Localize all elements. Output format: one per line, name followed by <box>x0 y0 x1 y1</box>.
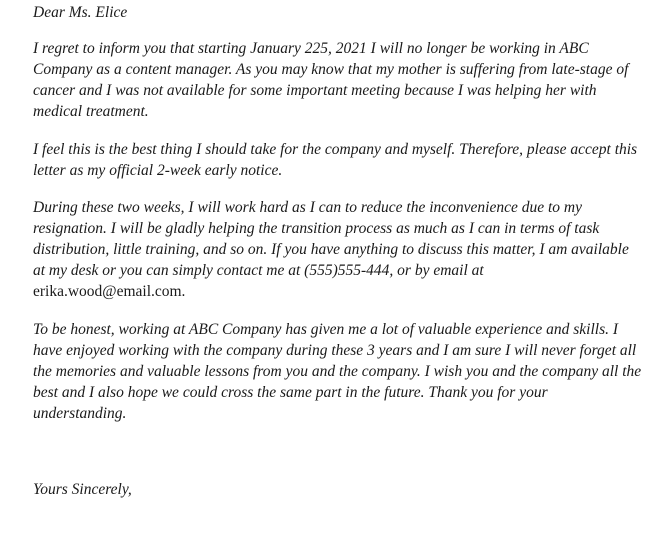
paragraph-transition <box>33 197 643 302</box>
paragraph-gratitude: To be honest, working at ABC Company has given me a lot of valuable experience and skills. I have enjoyed working with the company during these 3 years and I am sure I will never forget all the memories and valuable lessons from you and the company. I wish you and the company all the best and I also hope we could cross the same part in the future. Thank you for your understanding. <box>33 321 642 422</box>
transition-text: During these two weeks, I will work hard as I can to reduce the inconvenience due to my resignation. I will be gladly helping the transition process as much as I can in terms of task distribution, little training, and so on. If you have anything to discuss this matter, I am available at my desk or you can simply contact me at (555)555-444, or by email at <box>33 199 629 279</box>
paragraph-resignation-notice: I regret to inform you that starting January 225, 2021 I will no longer be working in ABC Company as a content manager. As you may know that my mother is suffering from late-stage of cancer and I was not available for some important meeting because I was helping her with medical treatment. <box>33 40 629 120</box>
closing: Yours Sincerely, <box>33 481 132 498</box>
paragraph-notice-period: I feel this is the best thing I should take for the company and myself. Therefore, please accept this letter as my official 2-week early notice. <box>33 141 638 179</box>
salutation: Dear Ms. Elice <box>33 4 128 21</box>
email-address: erika.wood@email.com. <box>33 283 186 300</box>
